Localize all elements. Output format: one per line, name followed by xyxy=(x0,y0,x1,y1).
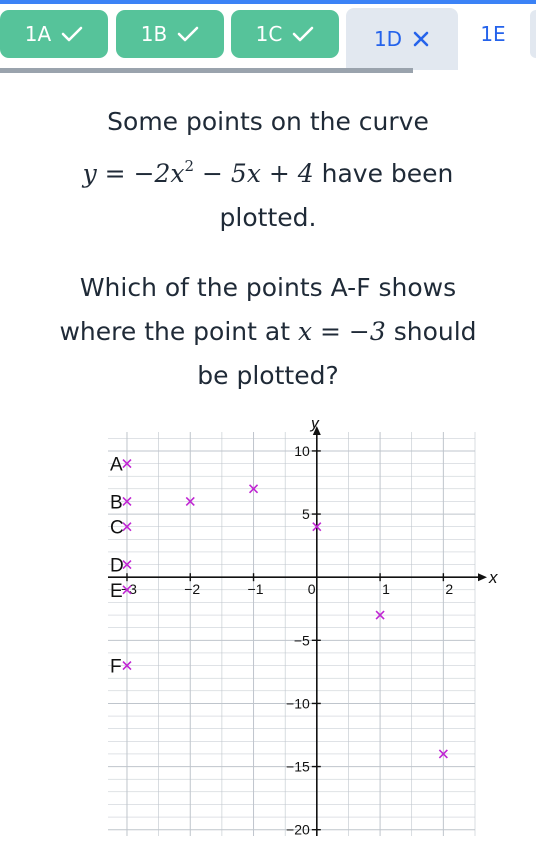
equation: $y = -2x^2 - 5x + 4$ xyxy=(82,157,314,188)
tab-1a[interactable] xyxy=(0,10,108,58)
question-tabs xyxy=(0,4,536,72)
tab-label: 1B xyxy=(140,22,168,46)
question-line-1: Some points on the curve xyxy=(107,107,429,136)
tab-label: 1C xyxy=(255,22,283,46)
option-label-e: E xyxy=(109,580,123,602)
tab-1b[interactable] xyxy=(116,10,224,58)
tab-1e[interactable] xyxy=(464,10,522,58)
question-line-5: where the point at x = −3 should xyxy=(59,317,477,346)
tab-underline xyxy=(0,68,413,73)
graph-svg xyxy=(0,420,536,854)
check-icon xyxy=(177,25,199,43)
question-line-2: $y = -2x^2 - 5x + 4$ have been xyxy=(82,157,454,188)
question-text xyxy=(0,100,536,398)
check-icon xyxy=(292,25,314,43)
x-axis-label: x xyxy=(489,568,498,588)
question-line-4: Which of the points A-F shows xyxy=(79,273,457,302)
x-tick-label: −2 xyxy=(184,581,201,598)
tab-overflow-edge xyxy=(530,10,536,58)
y-axis-label: y xyxy=(310,420,320,432)
y-tick-label: −15 xyxy=(286,758,310,775)
question-line-6: be plotted? xyxy=(197,361,339,390)
x-axis-arrow xyxy=(478,573,487,581)
y-tick-label: 5 xyxy=(302,506,310,523)
x-tick-label: 0 xyxy=(307,581,316,598)
tab-label: 1A xyxy=(24,22,52,46)
graph xyxy=(0,420,536,854)
tab-label: 1D xyxy=(373,27,403,51)
y-tick-label: −5 xyxy=(293,632,310,649)
option-label-a: A xyxy=(109,454,123,476)
x-tick-label: −3 xyxy=(120,581,137,598)
y-tick-label: −20 xyxy=(286,821,310,838)
question-line-3: plotted. xyxy=(219,203,317,232)
option-label-b: B xyxy=(109,492,123,514)
option-label-c: C xyxy=(109,517,124,539)
tab-label: 1E xyxy=(480,22,506,46)
x-tick-label: −1 xyxy=(247,581,264,598)
x-tick-label: 1 xyxy=(382,581,390,598)
tab-1d[interactable] xyxy=(346,8,458,70)
y-tick-label: −10 xyxy=(286,695,310,712)
option-label-d: D xyxy=(109,555,124,577)
x-tick-label: 2 xyxy=(445,581,454,598)
check-icon xyxy=(61,25,83,43)
option-label-f: F xyxy=(109,656,122,678)
y-tick-label: 10 xyxy=(294,442,310,459)
tab-1c[interactable] xyxy=(231,10,339,58)
cross-icon xyxy=(412,30,430,48)
spacer xyxy=(0,240,536,266)
